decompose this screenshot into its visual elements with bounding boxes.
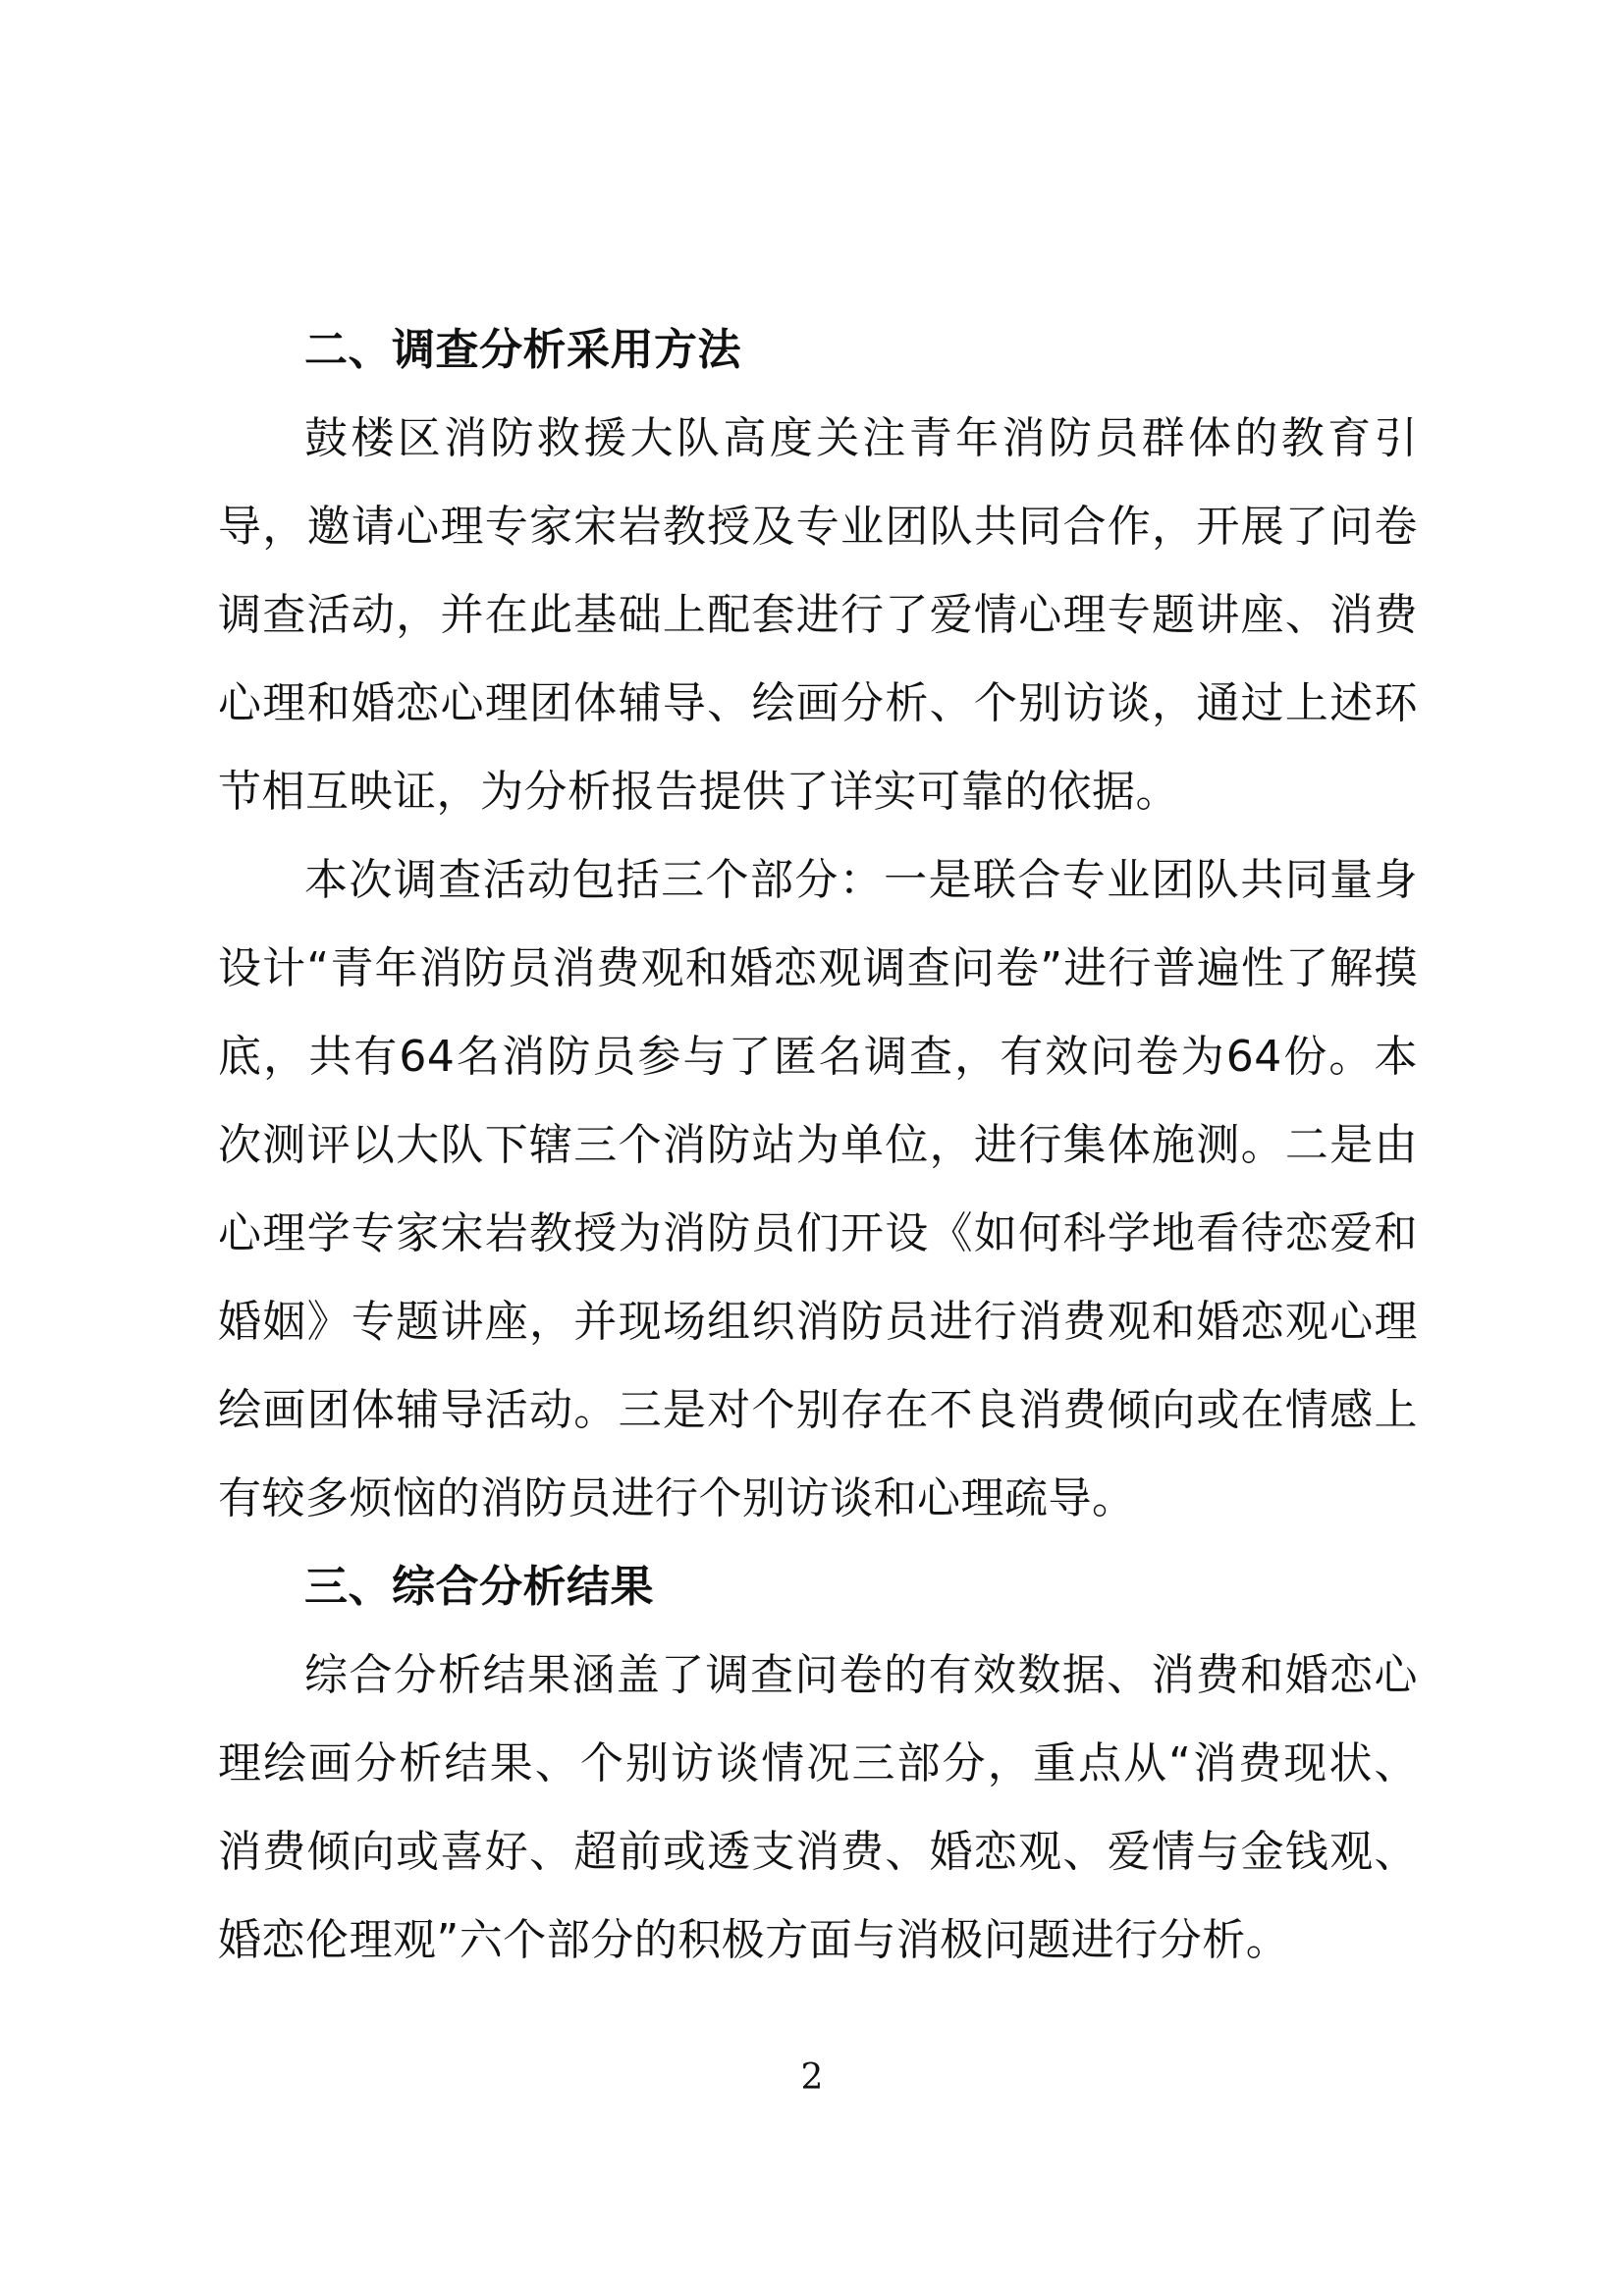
section-2-heading: 二、调查分析采用方法 (304, 325, 741, 375)
section-3-paragraph-1: 综合分析结果涵盖了调查问卷的有效数据、消费和婚恋心理绘画分析结果、个别访谈情况三部分，重点从“消费现状、消费倾向或喜好、超前或透支消费、婚恋观、爱情与金钱观、婚恋伦理观”六个部分的积极方面与消极问题进行分析。 (218, 1650, 1418, 1965)
section-2-paragraph-1: 鼓楼区消防救援大队高度关注青年消防员群体的教育引导，邀请心理专家宋岩教授及专业团队共同合作，开展了问卷调查活动，并在此基础上配套进行了爱情心理专题讲座、消费心理和婚恋心理团体辅导、绘画分析、个别访谈，通过上述环节相互映证，为分析报告提供了详实可靠的依据。 (218, 413, 1418, 817)
document-body (218, 306, 1418, 1985)
section-2-paragraph-2: 本次调查活动包括三个部分：一是联合专业团队共同量身设计“青年消防员消费观和婚恋观调查问卷”进行普遍性了解摸底，共有64名消防员参与了匿名调查，有效问卷为64份。本次测评以大队下辖三个消防站为单位，进行集体施测。二是由心理学专家宋岩教授为消防员们开设《如何科学地看待恋爱和婚姻》专题讲座，并现场组织消防员进行消费观和婚恋观心理绘画团体辅导活动。三是对个别存在不良消费倾向或在情感上有较多烦恼的消防员进行个别访谈和心理疏导。 (218, 855, 1418, 1523)
page-number: 2 (800, 2057, 824, 2098)
section-3-heading: 三、综合分析结果 (304, 1562, 654, 1612)
